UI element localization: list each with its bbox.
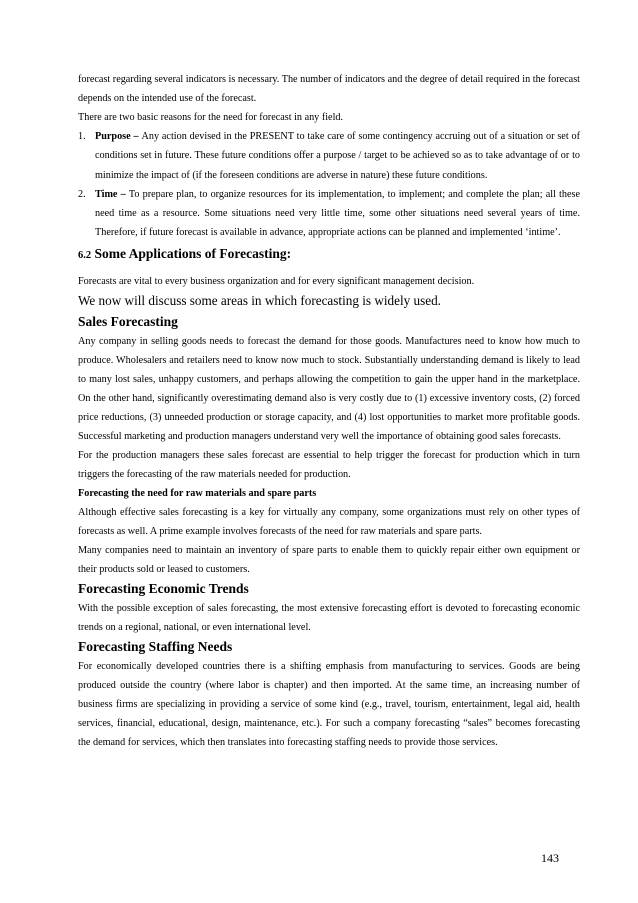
reason-term: Time (95, 188, 118, 200)
reason-text: Any action devised in the PRESENT to take care of some contingency accruing out of a situation or set of conditions set in future. These future conditions offer a purpose / target to be achieved so as to take advantage of or to minimize the impact of (if the foreseen conditions are adverse in nature) these future conditions. (95, 131, 581, 181)
list-number: 2. (78, 188, 86, 200)
raw-paragraph-2: Many companies need to maintain an inventory of spare parts to enable them to quickly repair either own equipment or their products sold or leased to customers. (78, 544, 580, 575)
raw-materials-heading: Forecasting the need for raw materials and spare parts (78, 487, 317, 499)
reason-term: Purpose (95, 131, 131, 142)
section-heading (78, 244, 580, 266)
staffing-paragraph: For economically developed countries there is a shifting emphasis from manufacturing to services. Goods are being produced outside the country (where labor is chapter) and then imported. At the same time, an increasing number of business firms are specializing in providing a service of some kind (e.g., travel, tourism, entertainment, legal aid, health services, financial, educational, design, maintenance, etc.). For such a company forecasting “sales” becomes forecasting the demand for services, which then translates into forecasting staffing needs to provide those services. (78, 660, 580, 748)
economic-heading: Forecasting Economic Trends (78, 580, 249, 596)
intro-reasons-line: There are two basic reasons for the need for forecast in any field. (78, 112, 344, 123)
raw-paragraph-1: Although effective sales forecasting is a key for virtually any company, some organizations must rely on other types of forecasts as well. A prime example involves forecasts of the need for raw materials and spare parts. (78, 506, 580, 537)
reason-text: To prepare plan, to organize resources for its implementation, to implement; and complete the plan; all these need time as a resource. Some situations need very little time, some other situations need several years of time. Therefore, if future forecast is available in advance, appropriate actions can be planned and implemented ‘intime’. (95, 188, 580, 239)
intro-paragraph: forecast regarding several indicators is necessary. The number of indicators and the degree of detail required in the forecast depends on the intended use of the forecast. (78, 74, 580, 104)
reason-dash: – (117, 188, 129, 200)
section-title: Some Applications of Forecasting: (94, 245, 292, 261)
sales-heading: Sales Forecasting (78, 313, 178, 329)
reason-item-purpose (78, 127, 580, 185)
list-number: 1. (78, 131, 86, 142)
reason-dash: – (130, 131, 142, 142)
sales-paragraph-1: Any company in selling goods needs to forecast the demand for those goods. Manufactures need to know how much to produce. Wholesalers and retailers need to know now much to stock. Substantially understanding demand is likely to lead to many lost sales, unhappy customers, and perhaps allowing the competition to gain the upper hand in the marketplace. On the other hand, significantly overestimating demand also is very costly due to (1) excessive inventory costs, (2) forced price reductions, (3) unneeded production or storage capacity, and (4) lost opportunities to market more profitable goods. Successful marketing and production managers understand very well the importance of obtaining good sales forecasts. (78, 335, 580, 442)
economic-paragraph: With the possible exception of sales forecasting, the most extensive forecasting effort is devoted to forecasting economic trends on a regional, national, or even international level. (78, 602, 580, 633)
page-number: 143 (541, 851, 559, 865)
section-lead: We now will discuss some areas in which forecasting is widely used. (78, 292, 441, 308)
section-number: 6.2 (78, 249, 92, 261)
staffing-heading: Forecasting Staffing Needs (78, 638, 233, 654)
sales-paragraph-2: For the production managers these sales forecast are essential to help trigger the forecast for production which in turn triggers the forecasting of the raw materials needed for production. (78, 449, 580, 480)
section-intro: Forecasts are vital to every business organization and for every significant management decision. (78, 275, 475, 287)
document-page (78, 70, 580, 752)
reason-item-time (78, 185, 580, 243)
